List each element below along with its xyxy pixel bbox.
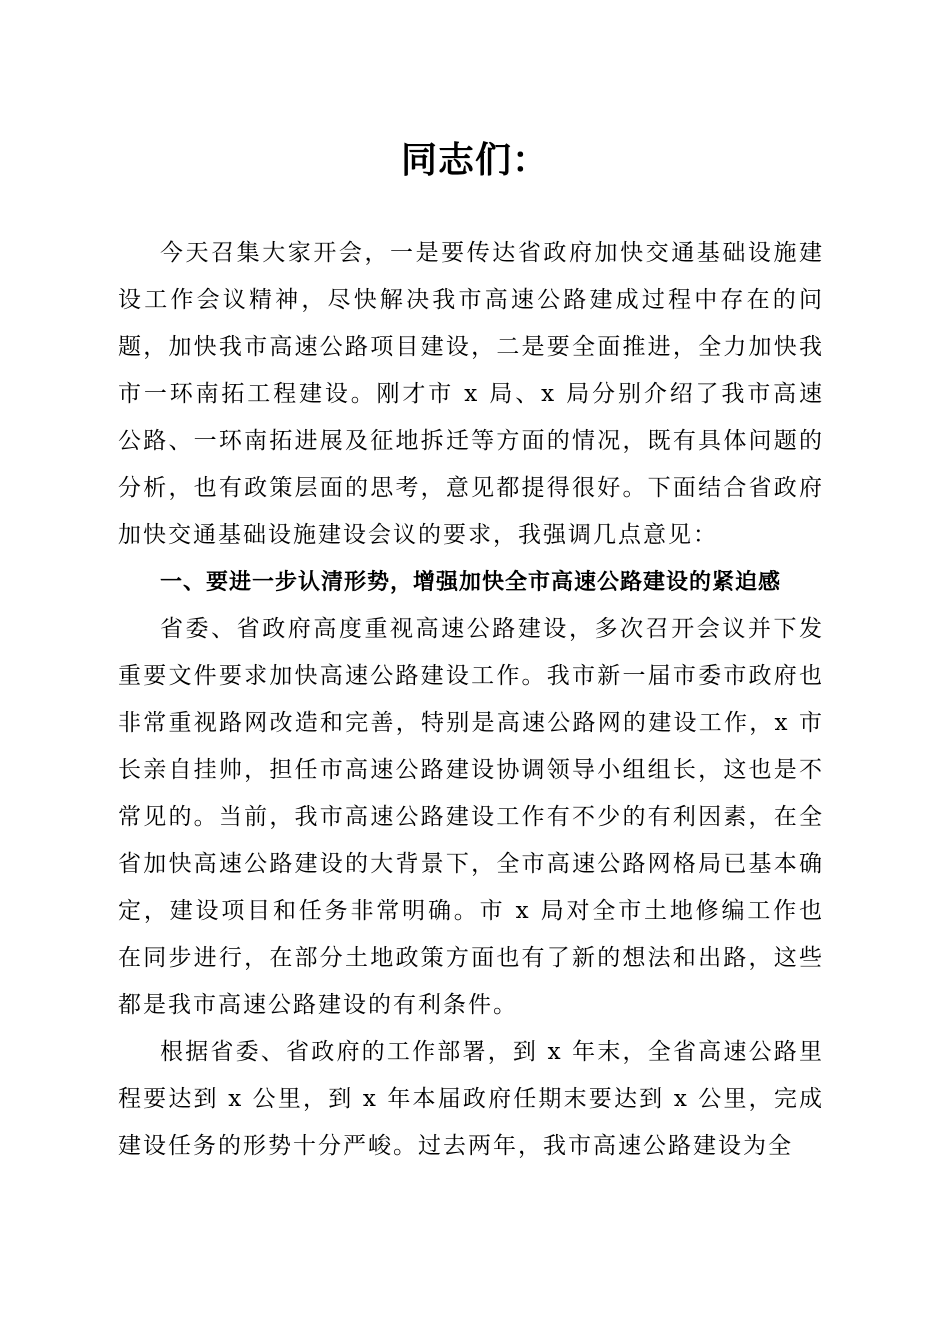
document-title: 同志们： bbox=[400, 139, 549, 181]
document-body bbox=[118, 230, 824, 1170]
section-heading-1: 一、要进一步认清形势，增强加快全市高速公路建设的紧迫感 bbox=[160, 570, 782, 595]
paragraph-situation: 省委、省政府高度重视高速公路建设，多次召开会议并下发重要文件要求加快高速公路建设工作。我市新一届市委市政府也非常重视路网改造和完善，特别是高速公路网的建设工作，x 市长亲自挂帅，担任市高速公路建设协调领导小组组长，这也是不常见的。当前，我市高速公路建设工作有不少的有利因素，在全省加快高速公路建设的大背景下，全市高速公路网格局已基本确定，建设项目和任务非常明确。市 x 局对全市土地修编工作也在同步进行，在部分土地政策方面也有了新的想法和出路，这些都是我市高速公路建设的有利条件。 bbox=[118, 616, 824, 1018]
paragraph-intro: 今天召集大家开会，一是要传达省政府加快交通基础设施建设工作会议精神，尽快解决我市高速公路建成过程中存在的问题，加快我市高速公路项目建设，二是要全面推进，全力加快我市一环南拓工程建设。刚才市 x 局、x 局分别介绍了我市高速公路、一环南拓进展及征地拆迁等方面的情况，既有具体问题的分析，也有政策层面的思考，意见都提得很好。下面结合省政府加快交通基础设施建设会议的要求，我强调几点意见： bbox=[118, 240, 824, 548]
paragraph-targets: 根据省委、省政府的工作部署，到 x 年末，全省高速公路里程要达到 x 公里，到 x 年本届政府任期末要达到 x 公里，完成建设任务的形势十分严峻。过去两年，我市高速公路建设为全 bbox=[118, 1039, 824, 1159]
